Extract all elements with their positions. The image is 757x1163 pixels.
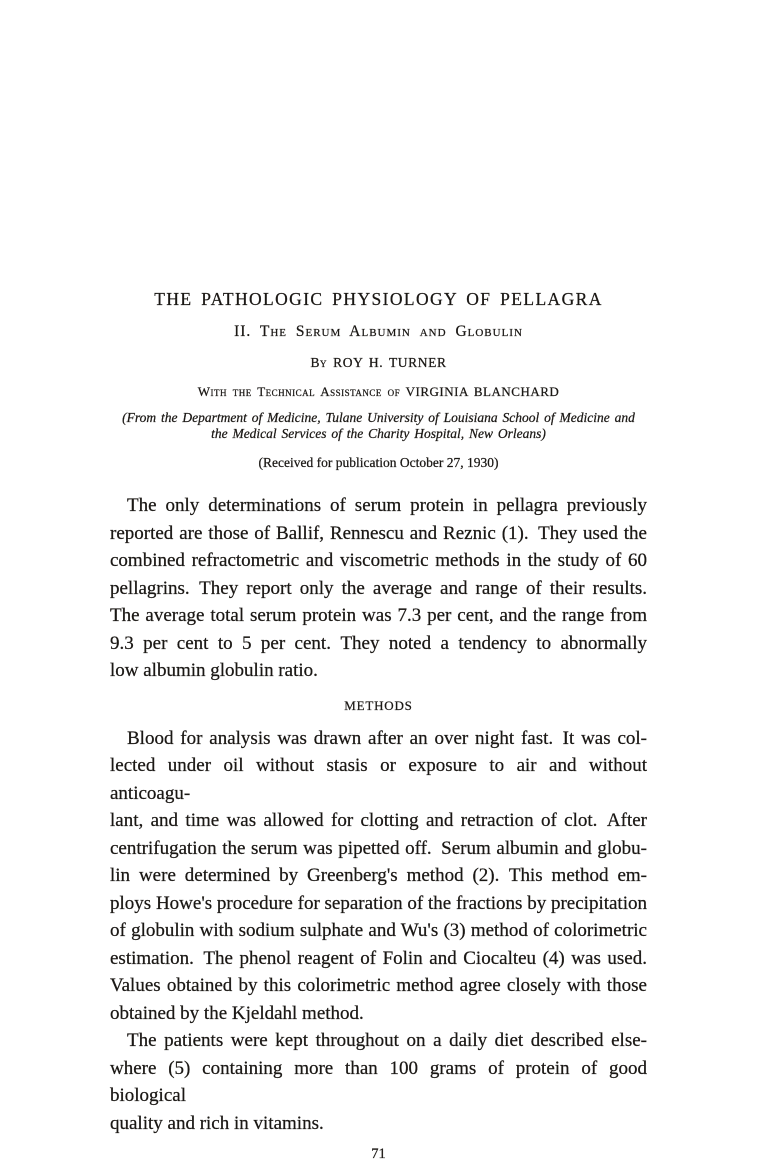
received-date-note: (Received for publication October 27, 1930) [258,455,499,470]
text-line: obtained by the Kjeldahl method. [110,1002,364,1024]
text-line: pellagrins. They report only the average and range of their results. [110,577,647,599]
technical-assistance-credit: With the Technical Assistance of VIRGINIA BLANCHARD [197,384,560,399]
text-line: 9.3 per cent to 5 per cent. They noted a tendency to abnormally [110,632,647,654]
author-byline: By ROY H. TURNER [310,355,447,370]
text-line: lant, and time was allowed for clotting and retraction of clot. After [110,810,647,831]
text-line: ploys Howe's procedure for separation of the fractions by precipitation [110,892,647,914]
text-line: Blood for analysis was drawn after an over night fast. It was col- [127,727,647,749]
text-line: The only determinations of serum protein in pellagra previously [127,495,647,516]
affiliation-note [110,410,647,442]
text-line: combined refractometric and viscometric methods in the study of 60 [110,550,647,571]
paragraph-methods-blood [110,725,647,1028]
text-line: where (5) containing more than 100 grams of protein of good biological [110,1057,647,1106]
text-line: reported are those of Ballif, Rennescu and Reznic (1). They used the [110,522,647,544]
text-line: low albumin globulin ratio. [110,660,318,681]
text-line: lin were determined by Greenberg's method (2). This method em- [110,865,647,886]
text-line: centrifugation the serum was pipetted off. Serum albumin and globu- [110,837,647,859]
text-line: The average total serum protein was 7.3 per cent, and the range from [110,605,647,626]
text-line: lected under oil without stasis or exposure to air and without anticoagu- [110,755,647,804]
paragraph-methods-diet [110,1027,647,1137]
text-line: quality and rich in vitamins. [110,1112,324,1134]
affiliation-line: the Medical Services of the Charity Hospital, New Orleans) [211,426,546,441]
page-number: 71 [371,1146,386,1162]
article-subtitle: II. The Serum Albumin and Globulin [234,323,523,340]
text-line: The patients were kept throughout on a daily diet described else- [127,1030,647,1051]
text-line: Values obtained by this colorimetric method agree closely with those [110,975,647,996]
affiliation-line: (From the Department of Medicine, Tulane University of Louisiana School of Medicine and [122,410,635,425]
paragraph-introduction [110,492,647,685]
article-title: THE PATHOLOGIC PHYSIOLOGY OF PELLAGRA [154,289,603,309]
article [110,0,647,1163]
methods-section-heading: METHODS [344,697,413,713]
text-line: of globulin with sodium sulphate and Wu's (3) method of colorimetric [110,920,647,941]
text-line: estimation. The phenol reagent of Folin and Ciocalteu (4) was used. [110,947,647,969]
